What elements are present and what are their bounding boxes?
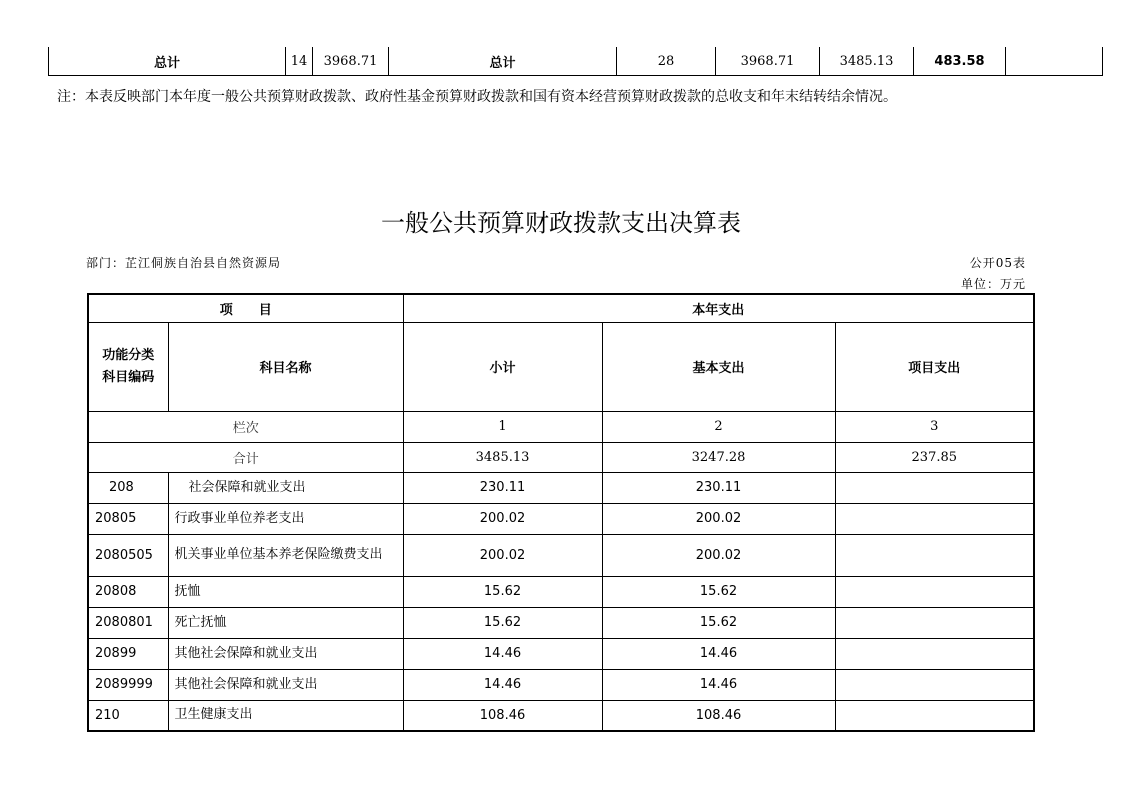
row-subtotal: 15.62: [403, 576, 602, 607]
row-basic: 200.02: [602, 503, 835, 534]
header-project: 项目支出: [835, 322, 1034, 411]
summary-total-table: [48, 47, 1103, 76]
table-row: [88, 576, 1034, 607]
row-basic: 15.62: [602, 576, 835, 607]
row-code: 208: [88, 472, 168, 503]
row-basic: 230.11: [602, 472, 835, 503]
total-project: 237.85: [835, 442, 1034, 472]
unit-label: 单位：万元: [960, 277, 1026, 291]
summary-right-amount-3: 483.58: [914, 47, 1006, 76]
row-name: 卫生健康支出: [168, 700, 403, 731]
row-basic: 14.46: [602, 669, 835, 700]
row-project: [835, 576, 1034, 607]
row-name: 其他社会保障和就业支出: [168, 669, 403, 700]
table-row: [88, 700, 1034, 731]
summary-left-row-no: 14: [286, 47, 313, 76]
header-current-year: 本年支出: [403, 294, 1034, 322]
row-code: 20899: [88, 638, 168, 669]
row-code: 20805: [88, 503, 168, 534]
row-name: 机关事业单位基本养老保险缴费支出: [168, 534, 403, 576]
row-subtotal: 108.46: [403, 700, 602, 731]
row-code: 2080801: [88, 607, 168, 638]
table-note: 注：本表反映部门本年度一般公共预算财政拨款、政府性基金预算财政拨款和国有资本经营预算财政拨款的总收支和年末结转结余情况。: [57, 89, 897, 105]
row-basic: 200.02: [602, 534, 835, 576]
row-name: 其他社会保障和就业支出: [168, 638, 403, 669]
summary-right-amount-2: 3485.13: [820, 47, 914, 76]
page-title: 一般公共预算财政拨款支出决算表: [381, 209, 741, 237]
total-basic: 3247.28: [602, 442, 835, 472]
summary-left-amount: 3968.71: [313, 47, 389, 76]
total-label: 合计: [88, 442, 403, 472]
row-code: 210: [88, 700, 168, 731]
row-project: [835, 700, 1034, 731]
row-subtotal: 200.02: [403, 534, 602, 576]
row-name: 社会保障和就业支出: [168, 472, 403, 503]
row-basic: 14.46: [602, 638, 835, 669]
col-index-3: 3: [835, 411, 1034, 442]
header-code: 功能分类科目编码: [88, 322, 168, 411]
total-subtotal: 3485.13: [403, 442, 602, 472]
form-number: 公开05表: [969, 256, 1026, 270]
row-basic: 15.62: [602, 607, 835, 638]
expenditure-table: [87, 293, 1035, 732]
row-basic: 108.46: [602, 700, 835, 731]
row-subtotal: 14.46: [403, 638, 602, 669]
table-row: [88, 607, 1034, 638]
table-row: [88, 503, 1034, 534]
row-subtotal: 200.02: [403, 503, 602, 534]
header-item: 项 目: [88, 294, 403, 322]
summary-right-label: 总计: [389, 47, 617, 76]
department-label: 部门：芷江侗族自治县自然资源局: [86, 256, 282, 270]
row-project: [835, 503, 1034, 534]
summary-right-row-no: 28: [617, 47, 716, 76]
row-code: 2089999: [88, 669, 168, 700]
row-subtotal: 15.62: [403, 607, 602, 638]
table-row: [88, 669, 1034, 700]
row-project: [835, 534, 1034, 576]
header-name: 科目名称: [168, 322, 403, 411]
summary-left-label: 总计: [49, 47, 286, 76]
summary-right-amount-1: 3968.71: [716, 47, 820, 76]
col-index-label: 栏次: [88, 411, 403, 442]
row-name: 死亡抚恤: [168, 607, 403, 638]
summary-right-amount-4: [1006, 47, 1103, 76]
row-subtotal: 14.46: [403, 669, 602, 700]
row-name: 行政事业单位养老支出: [168, 503, 403, 534]
col-index-2: 2: [602, 411, 835, 442]
row-project: [835, 638, 1034, 669]
header-subtotal: 小计: [403, 322, 602, 411]
row-name: 抚恤: [168, 576, 403, 607]
row-code: 20808: [88, 576, 168, 607]
row-project: [835, 472, 1034, 503]
row-code: 2080505: [88, 534, 168, 576]
header-basic: 基本支出: [602, 322, 835, 411]
table-row: [88, 534, 1034, 576]
table-row: [88, 472, 1034, 503]
col-index-1: 1: [403, 411, 602, 442]
table-row: [88, 638, 1034, 669]
row-project: [835, 669, 1034, 700]
row-project: [835, 607, 1034, 638]
row-subtotal: 230.11: [403, 472, 602, 503]
